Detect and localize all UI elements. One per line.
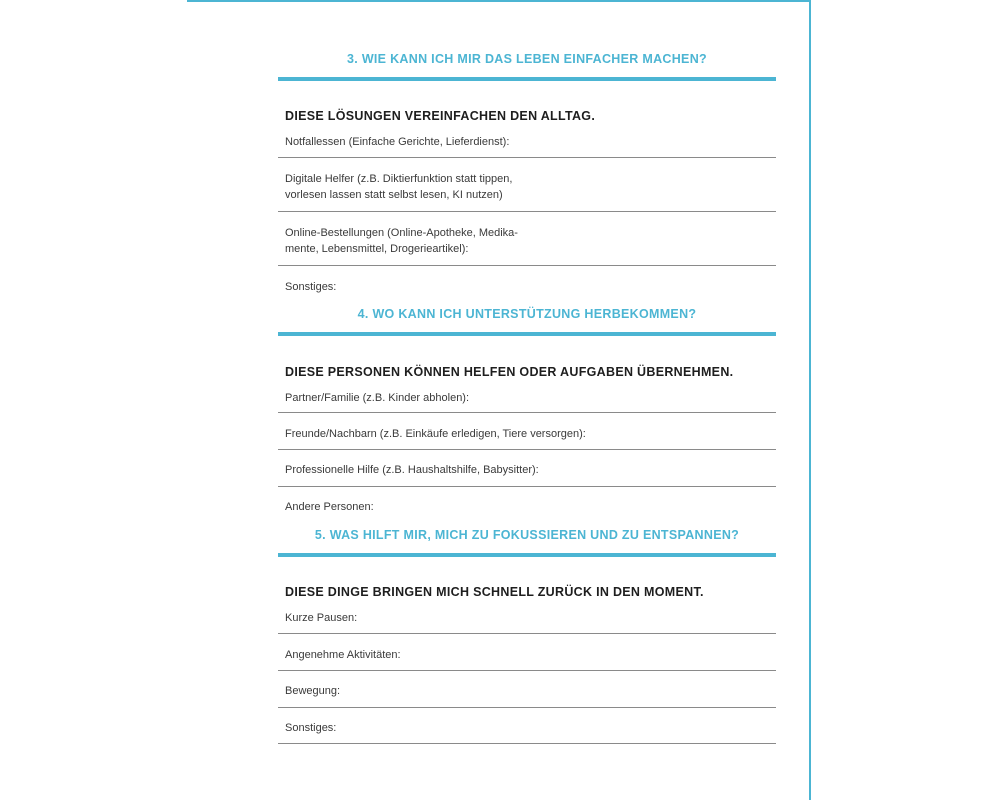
field-line[interactable] — [278, 449, 776, 450]
page-right-border — [809, 0, 811, 800]
section-3-bar — [278, 77, 776, 81]
field-label: Sonstiges: — [285, 281, 337, 293]
field-label: Kurze Pausen: — [285, 612, 358, 624]
field-line[interactable] — [278, 412, 776, 413]
field-label: Freunde/Nachbarn (z.B. Einkäufe erledigen, Tiere versorgen): — [285, 428, 586, 440]
section-3-subhead: DIESE LÖSUNGEN VEREINFACHEN DEN ALLTAG. — [285, 109, 596, 123]
field-line[interactable] — [278, 633, 776, 634]
page-top-border — [187, 0, 811, 2]
section-5-title: 5. WAS HILFT MIR, MICH ZU FOKUSSIEREN UND ZU ENTSPANNEN? — [314, 528, 740, 542]
field-label: Andere Personen: — [285, 501, 374, 513]
field-line[interactable] — [278, 157, 776, 158]
section-3-title: 3. WIE KANN ICH MIR DAS LEBEN EINFACHER MACHEN? — [347, 52, 707, 66]
field-line[interactable] — [278, 265, 776, 266]
section-4-subhead: DIESE PERSONEN KÖNNEN HELFEN ODER AUFGABEN ÜBERNEHMEN. — [285, 365, 734, 379]
section-4-bar — [278, 332, 776, 336]
field-line[interactable] — [278, 743, 776, 744]
section-4-title: 4. WO KANN ICH UNTERSTÜTZUNG HERBEKOMMEN? — [357, 307, 697, 321]
field-line[interactable] — [278, 707, 776, 708]
field-label: Digitale Helfer (z.B. Diktierfunktion statt tippen, vorlesen lassen statt selbst lesen, KI nutzen) — [285, 173, 513, 201]
section-5-bar — [278, 553, 776, 557]
field-label: Partner/Familie (z.B. Kinder abholen): — [285, 392, 470, 404]
field-line[interactable] — [278, 211, 776, 212]
field-label: Bewegung: — [285, 685, 341, 697]
field-label: Notfallessen (Einfache Gerichte, Lieferdienst): — [285, 136, 510, 148]
field-label: Online-Bestellungen (Online-Apotheke, Medika- mente, Lebensmittel, Drogerieartikel): — [285, 227, 518, 255]
field-line[interactable] — [278, 670, 776, 671]
field-label: Angenehme Aktivitäten: — [285, 649, 401, 661]
field-label: Professionelle Hilfe (z.B. Haushaltshilfe, Babysitter): — [285, 464, 539, 476]
field-label: Sonstiges: — [285, 722, 337, 734]
field-line[interactable] — [278, 486, 776, 487]
section-5-subhead: DIESE DINGE BRINGEN MICH SCHNELL ZURÜCK IN DEN MOMENT. — [285, 585, 704, 599]
